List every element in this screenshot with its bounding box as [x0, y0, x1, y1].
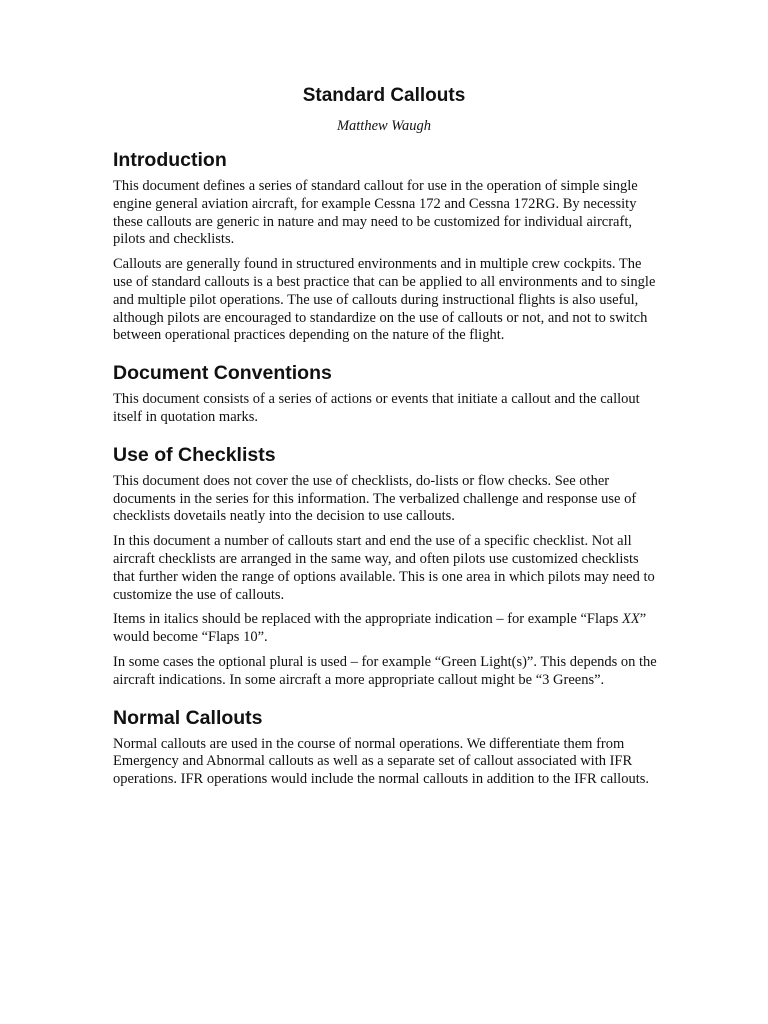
- section-heading: Document Conventions: [113, 362, 332, 385]
- section-use-of-checklists: [113, 443, 661, 690]
- paragraph: [113, 611, 661, 647]
- section-heading: Normal Callouts: [113, 706, 263, 729]
- section-introduction: [113, 148, 661, 345]
- document-author: Matthew Waugh: [336, 118, 432, 134]
- paragraph: This document defines a series of standard callout for use in the operation of simple single engine general aviation aircraft, for example Cessna 172 and Cessna 172RG. By necessity these callouts are generic in nature and may need to be customized for individual aircraft, pilots and checklists.: [113, 178, 638, 248]
- paragraph: This document does not cover the use of checklists, do-lists or flow checks. See other documents in the series for this information. The verbalized challenge and response use of checklists dovetails neatly into the decision to use callouts.: [113, 472, 637, 525]
- text-run: Items in italics should be replaced with the appropriate indication – for example “Flaps: [113, 611, 622, 628]
- paragraph: This document consists of a series of actions or events that initiate a callout and the callout itself in quotation marks.: [113, 391, 640, 425]
- section-document-conventions: [113, 361, 661, 427]
- paragraph: Callouts are generally found in structured environments and in multiple crew cockpits. The use of standard callouts is a best practice that can be applied to all environments and to single and multiple pilot operations. The use of callouts during instructional flights is also useful, although pilots are encouraged to standardize on the use of callouts or not, and not to switch between operational practices depending on the nature of the flight.: [113, 256, 656, 344]
- document-body: [113, 148, 661, 805]
- section-heading: Use of Checklists: [113, 443, 276, 466]
- paragraph: In some cases the optional plural is used – for example “Green Light(s)”. This depends on the aircraft indications. In some aircraft a more appropriate callout might be “3 Greens”.: [113, 653, 657, 688]
- section-normal-callouts: [113, 706, 661, 789]
- paragraph: In this document a number of callouts start and end the use of a specific checklist. Not all aircraft checklists are arranged in the same way, and often pilots use customized checklists that further widen the range of options available. This is one area in which pilots may need to customize the use of callouts.: [113, 533, 655, 603]
- italic-placeholder: XX: [621, 611, 640, 628]
- paragraph: Normal callouts are used in the course of normal operations. We differentiate them from Emergency and Abnormal callouts as well as a separate set of callout associated with IFR operations. IFR operations would include the normal callouts in addition to the IFR callouts.: [113, 735, 650, 788]
- document-title: Standard Callouts: [302, 85, 466, 106]
- text-run: ” would become “Flaps 10”.: [113, 611, 647, 646]
- section-heading: Introduction: [113, 149, 227, 171]
